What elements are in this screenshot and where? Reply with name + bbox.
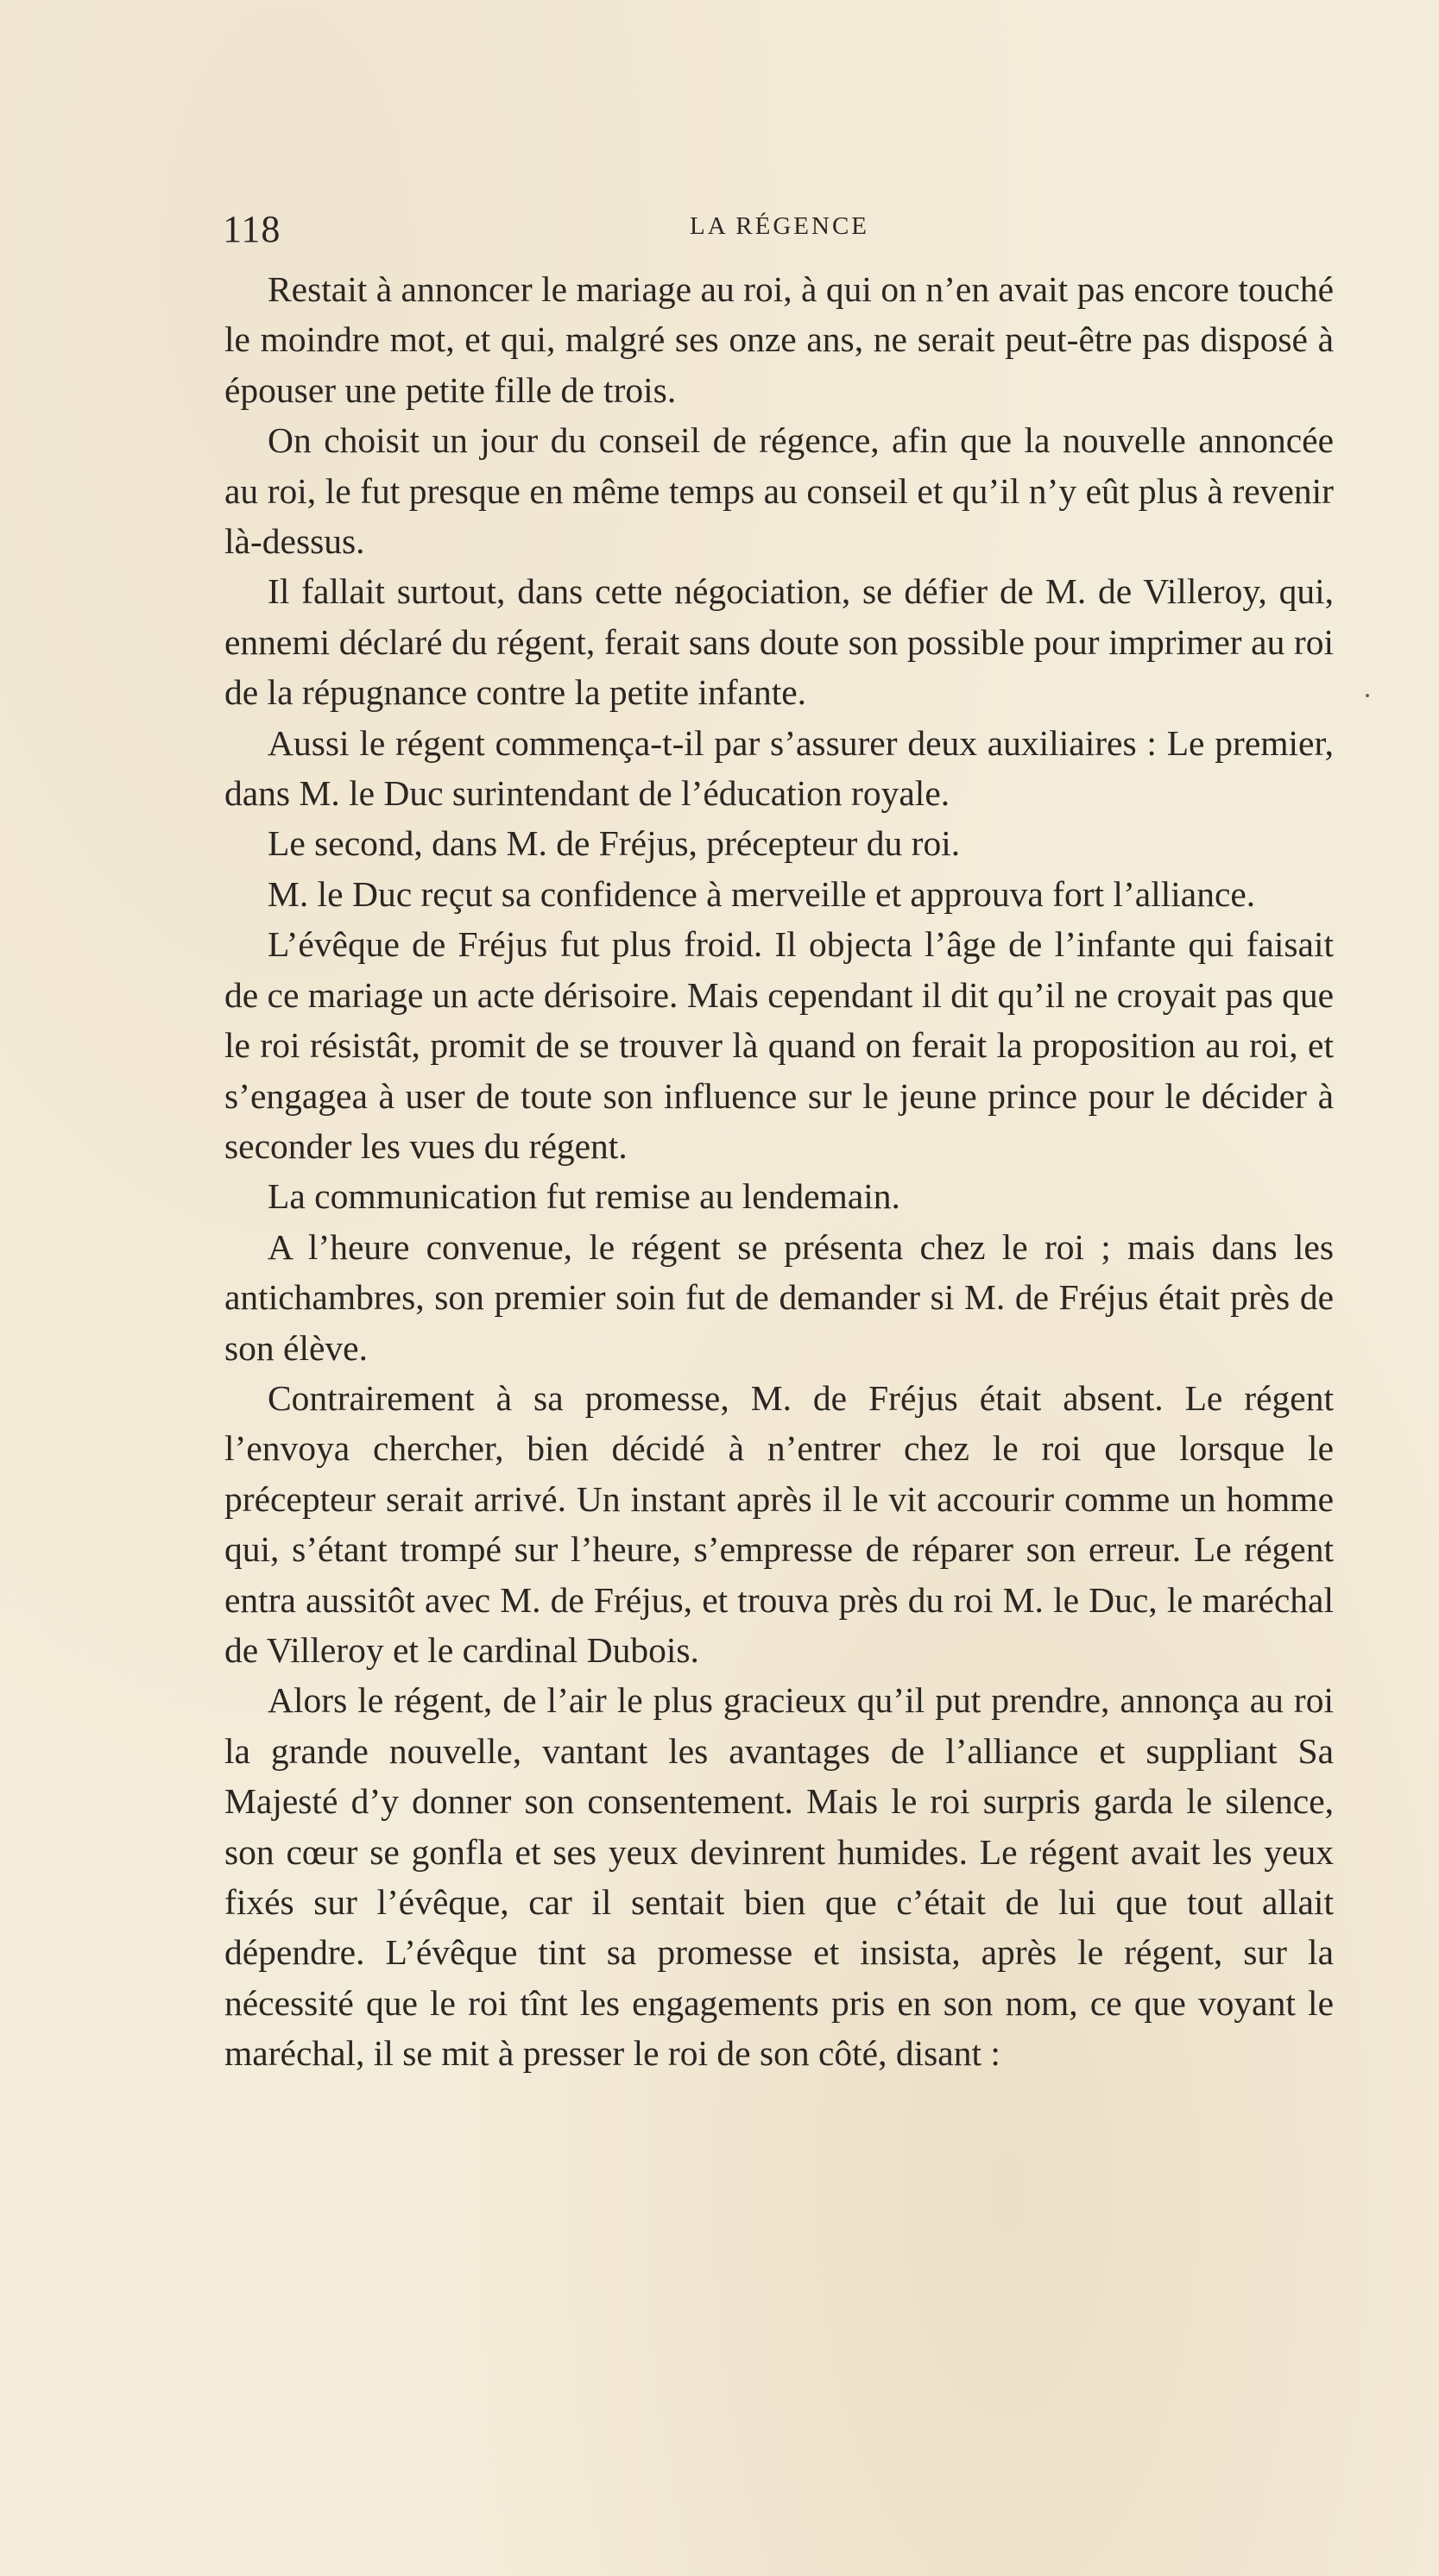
paragraph: Aussi le régent commença-t-il par s’assurer deux auxiliaires : Le premier, dans M. le Duc surintendant de l’éducation royale. [224,722,1334,814]
paragraph: La communication fut remise au lendemain. [268,1176,900,1217]
paragraph: Il fallait surtout, dans cette négociation, se défier de M. de Villeroy, qui, ennemi déclaré du régent, ferait sans doute son possible pour imprimer au roi de la répugnance contre la petite infante. [224,571,1334,713]
paragraph: A l’heure convenue, le régent se présenta chez le roi ; mais dans les antichambres, son premier soin fut de demander si M. de Fréjus était près de son élève. [224,1226,1334,1368]
paragraph: On choisit un jour du conseil de régence, afin que la nouvelle annoncée au roi, le fut presque en même temps au conseil et qu’il n’y eût plus à revenir là-dessus. [224,420,1334,562]
running-head: LA RÉGENCE [689,212,870,240]
paragraph: Contrairement à sa promesse, M. de Fréjus était absent. Le régent l’envoya chercher, bien décidé à n’entrer chez le roi que lorsque le précepteur serait arrivé. Un instant après il le vit accourir comme un homme qui, s’étant trompé sur l’heure, s’empresse de réparer son erreur. Le régent entra aussitôt avec M. de Fréjus, et trouva près du roi M. le Duc, le maréchal de Villeroy et le cardinal Dubois. [224,1377,1334,1670]
paragraph: L’évêque de Fréjus fut plus froid. Il objecta l’âge de l’infante qui faisait de ce mariage un acte dérisoire. Mais cependant il dit qu’il ne croyait pas que le roi résistât, promit de se trouver là quand on ferait la proposition au roi, et s’engagea à user de toute son influence sur le jeune prince pour le décider à seconder les vues du régent. [224,924,1334,1166]
paragraph: Alors le régent, de l’air le plus gracieux qu’il put prendre, annonça au roi la grande nouvelle, vantant les avantages de l’alliance et suppliant Sa Majesté d’y donner son consentement. Mais le roi surpris garda le silence, son cœur se gonfla et ses yeux devinrent humides. Le régent avait les yeux fixés sur l’évêque, car il sentait bien que c’était de lui que tout allait dépendre. L’évêque tint sa promesse et insista, après le régent, sur la nécessité que le roi tînt les engagements pris en son nom, ce que voyant le maréchal, il se mit à presser le roi de son côté, disant : [224,1680,1334,2074]
paragraph: M. le Duc reçut sa confidence à merveille et approuva fort l’alliance. [268,873,1256,914]
page-header [223,207,1336,259]
body-text [224,264,1334,2079]
page-number: 118 [223,208,281,250]
paragraph: Le second, dans M. de Fréjus, précepteur du roi. [268,823,961,864]
paper-speck [1366,694,1369,697]
paragraph: Restait à annoncer le mariage au roi, à qui on n’en avait pas encore touché le moindre mot, et qui, malgré ses onze ans, ne serait peut-être pas disposé à épouser une petite fille de trois. [224,269,1334,410]
